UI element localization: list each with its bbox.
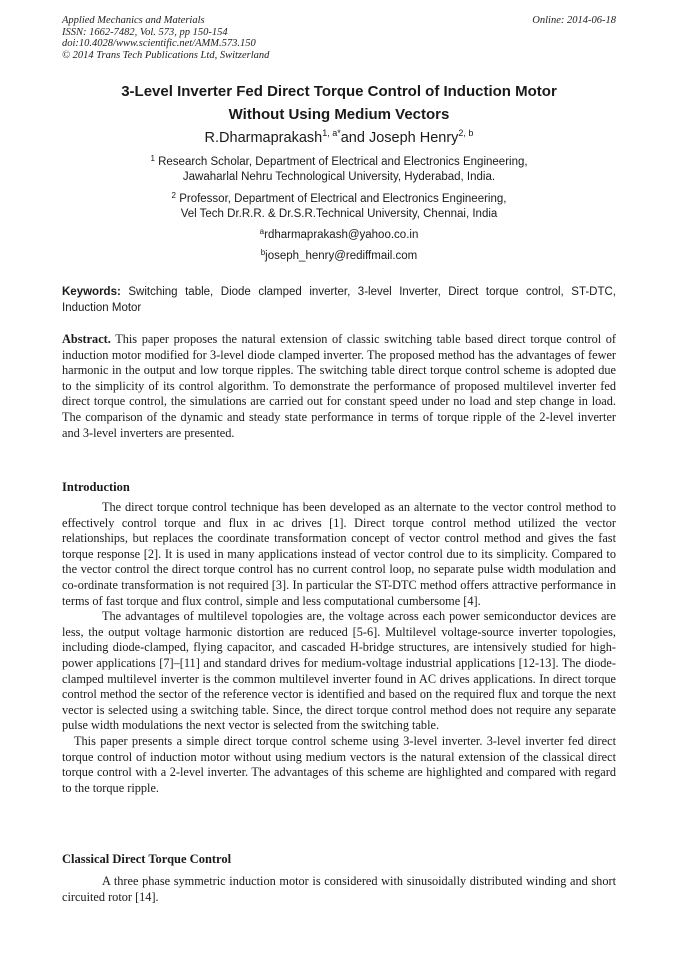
affiliation-2 <box>62 192 616 222</box>
email-b-text[interactable]: joseph_henry@rediffmail.com <box>265 250 418 262</box>
classical-dtc-body <box>62 874 616 905</box>
aff2-sup: 2 <box>171 191 176 200</box>
online-date: Online: 2014-06-18 <box>532 15 616 26</box>
author-line <box>62 128 616 148</box>
title-line-1: 3-Level Inverter Fed Direct Torque Control of Induction Motor <box>121 83 557 100</box>
intro-paragraph-2: The advantages of multilevel topologies are, the voltage across each power semiconductor devices are less, the output voltage harmonic distortion are reduced [5-6]. Multilevel voltage-source inverter topologies, including diode-clamped, flying capacitor, and cascaded H-bridge structures, are intensively studied for high-power applications [7]–[11] and standard drives for medium-voltage industrial applications [12-13]. The diode-clamped multilevel inverter is the common multilevel inverter found in AC drives applications. In direct torque control method the sector of the reference vector is identified and based on the required flux and torque the next vector is selected using a switching table. Since, the direct torque control method does not require any separate pulse width modulations the next vector is selected from the switching table. <box>62 609 616 733</box>
issn-line: ISSN: 1662-7482, Vol. 573, pp 150-154 <box>62 26 228 38</box>
keywords <box>62 285 616 316</box>
aff1-line1: Research Scholar, Department of Electrical and Electronics Engineering, <box>158 156 528 168</box>
author-1: R.Dharmaprakash <box>204 130 323 146</box>
email-a <box>62 228 616 243</box>
author-2-sup: 2, b <box>458 128 474 138</box>
copyright-line: © 2014 Trans Tech Publications Ltd, Switzerland <box>62 49 270 61</box>
journal-header <box>62 15 616 61</box>
email-b <box>62 249 616 264</box>
abstract-label: Abstract. <box>62 332 111 346</box>
doi-line: doi:10.4028/www.scientific.net/AMM.573.150 <box>62 38 256 49</box>
intro-paragraph-1: The direct torque control technique has been developed as an alternate to the vector control method to effectively control torque and flux in ac drives [1]. Direct torque control method utilized the vector relationships, but replaces the coordinate transformation concept of vector control method and gives the fast torque response [2]. It is used in many applications instead of vector control due to its simplicity. Compared to the vector control the direct torque control has no current control loop, no separate pulse width modulation and co-ordinate transformation is not required [3]. In particular the ST-DTC method offers attractive performance in terms of fast torque and flux control, simple and less computational cumbersome [4]. <box>62 500 616 608</box>
journal-name: Applied Mechanics and Materials <box>62 15 205 26</box>
paper-title <box>62 80 616 126</box>
author-1-sup: 1, a* <box>322 128 341 138</box>
affiliation-1 <box>62 155 616 185</box>
introduction-body <box>62 500 616 796</box>
aff2-line1: Professor, Department of Electrical and Electronics Engineering, <box>179 193 507 205</box>
abstract-text: This paper proposes the natural extension of classic switching table based direct torque control of induction motor modified for 3-level diode clamped inverter. The proposed method has the advantages of fewer harmonic in the output and low torque ripples. The switching table direct torque control scheme is adopted due to the simplicity of its control algorithm. To demonstrate the performance of proposed multilevel inverter fed direct torque control, the simulations are carried out for constant speed under no load and step change in load. The comparison of the dynamic and steady state performance in terms of torque ripple of the 2-level inverter and 3-level inverters are presented. <box>62 332 617 440</box>
classical-dtc-paragraph-1: A three phase symmetric induction motor is considered with sinusoidally distributed winding and short circuited rotor [14]. <box>62 874 616 904</box>
author-joiner: and Joseph Henry <box>340 130 459 146</box>
aff2-line2: Vel Tech Dr.R.R. & Dr.S.R.Technical University, Chennai, India <box>180 208 498 220</box>
email-b-sup: b <box>260 248 266 257</box>
abstract <box>62 332 616 441</box>
intro-paragraph-3: This paper presents a simple direct torque control scheme using 3-level inverter. 3-level inverter fed direct torque control of induction motor without using medium vectors is the natural extension of the classical direct torque control with a 2-level inverter. The advantages of this scheme are highlighted and compared with regard to the torque ripple. <box>62 733 616 795</box>
keywords-label: Keywords: <box>62 286 121 298</box>
classical-dtc-heading: Classical Direct Torque Control <box>62 852 232 866</box>
aff1-line2: Jawaharlal Nehru Technological University, Hyderabad, India. <box>182 171 496 183</box>
email-a-sup: a <box>259 227 265 236</box>
email-a-text[interactable]: rdharmaprakash@yahoo.co.in <box>264 229 419 241</box>
keywords-text: Switching table, Diode clamped inverter, 3-level Inverter, Direct torque control, ST-DTC, Induction Motor <box>62 286 616 314</box>
introduction-heading: Introduction <box>62 480 130 494</box>
aff1-sup: 1 <box>150 154 155 163</box>
title-line-2: Without Using Medium Vectors <box>228 106 450 123</box>
